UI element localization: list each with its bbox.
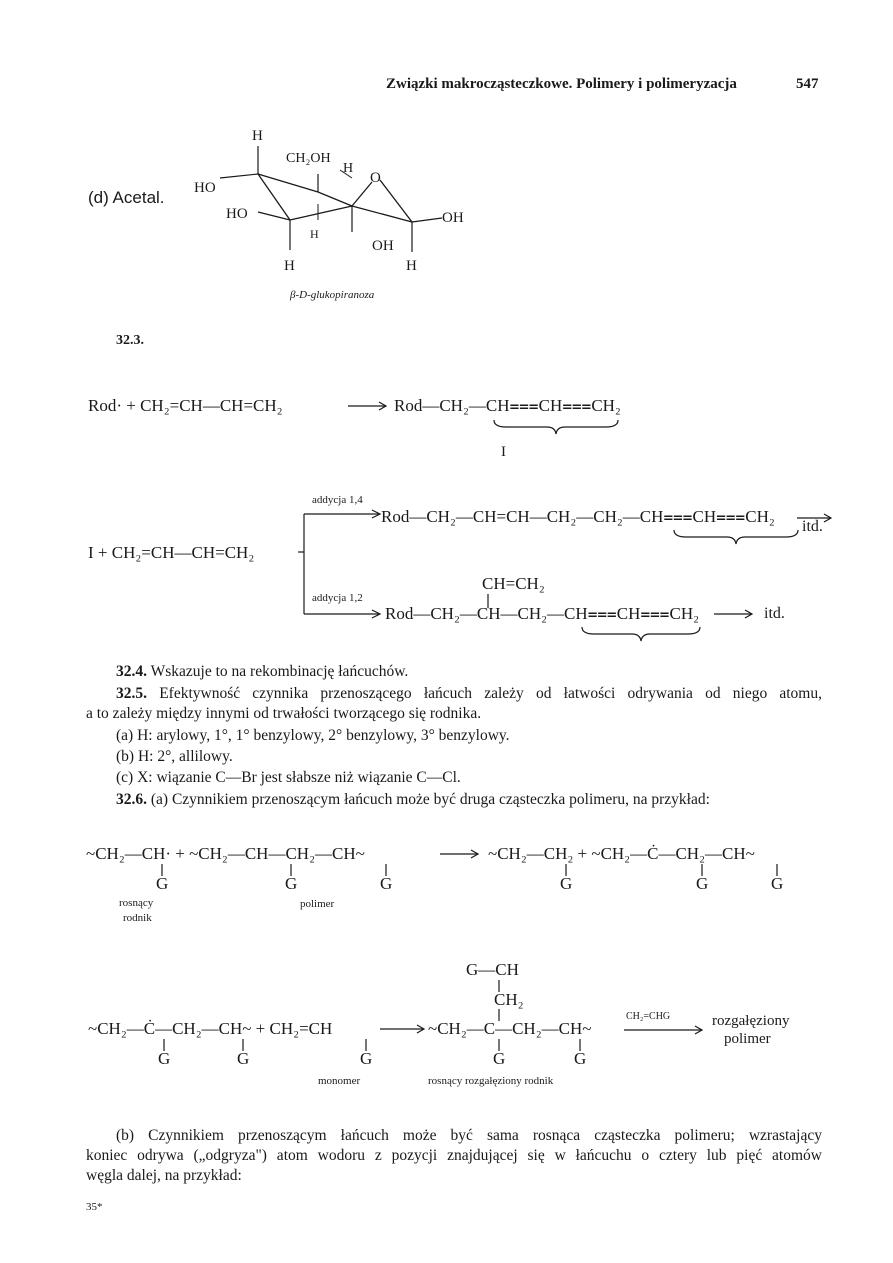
- eq1-brace: [492, 418, 622, 436]
- eq1-reactants: Rod· + CH₂=CH—CH=CH₂: [88, 396, 283, 415]
- r1-g3: G: [380, 874, 393, 893]
- r1-g1: G: [156, 874, 169, 893]
- r2-gch: G—CH: [466, 960, 519, 979]
- atom-oh-bottom: OH: [372, 238, 394, 254]
- r1-g2: G: [285, 874, 298, 893]
- r1-g5: G: [696, 874, 709, 893]
- section-32-5-a: (a) H: arylowy, 1°, 1° benzylowy, 2° benzylowy, 3° benzylowy.: [116, 727, 510, 744]
- section-32-5-line2: a to zależy między innymi od trwałości tworzącego się rodnika.: [86, 705, 482, 722]
- r1-reactants: ~CH₂—CH· + ~CH₂—CH—CH₂—CH~: [86, 844, 365, 863]
- vinyl-group: CH=CH₂: [482, 574, 545, 593]
- label-I: I: [501, 444, 506, 460]
- r2-product-line1: rozgałęziony: [712, 1013, 790, 1029]
- section-32-5-line1: [116, 684, 822, 704]
- atom-o-ring: O: [370, 170, 381, 186]
- section-32-3-number: 32.3.: [116, 333, 144, 348]
- r2-g5: G: [574, 1049, 587, 1068]
- section-32-4-text: Wskazuje to na rekombinację łańcuchów.: [150, 663, 409, 680]
- label-polimer: polimer: [300, 898, 335, 910]
- atom-h-bottom-left: H: [284, 258, 295, 274]
- section-32-6-number: 32.6.: [116, 791, 147, 808]
- r2-reactants: ~CH₂—Ċ—CH₂—CH~ + CH₂=CH: [88, 1019, 333, 1038]
- label-branched-radical: rosnący rozgałęziony rodnik: [428, 1075, 554, 1087]
- eq1-arrow: [346, 398, 390, 414]
- add12-product: Rod—CH₂—CH—CH₂—CH⩶CH⩶CH₂: [385, 604, 700, 623]
- add12-arrow: [712, 606, 758, 622]
- r1-g-bonds: [150, 862, 790, 878]
- label-rosnacy: rosnący: [119, 897, 154, 909]
- glucopyranose-structure: [180, 120, 510, 310]
- r2-product-line2: polimer: [724, 1031, 771, 1047]
- section-32-6-b-line2: koniec odrywa („odgryza") atom wodoru z pozycji znajdującej się w łańcuchu o cztery lub pięć atomów: [86, 1147, 822, 1164]
- section-32-5-number: 32.5.: [116, 685, 147, 702]
- atom-ch2oh: CH₂OH: [286, 151, 331, 166]
- r2-intermediate: ~CH₂—C—CH₂—CH~: [428, 1019, 592, 1038]
- add12-brace: [580, 625, 704, 643]
- r1-arrow: [438, 846, 484, 862]
- sheet-signature: 35*: [86, 1201, 103, 1213]
- r2-g3: G: [360, 1049, 373, 1068]
- section-32-6-b-line1: (b) Czynnikiem przenoszącym łańcuch może być sama rosnąca cząsteczka polimeru; wzrastający: [116, 1127, 822, 1144]
- label-monomer: monomer: [318, 1075, 361, 1087]
- r2-g1: G: [158, 1049, 171, 1068]
- r2-arrow1: [378, 1021, 430, 1037]
- add14-brace: [672, 528, 802, 546]
- running-title: Związki makrocząsteczkowe. Polimery i polimeryzacja: [386, 76, 737, 92]
- section-32-5-c: (c) X: wiązanie C—Br jest słabsze niż wiązanie C—Cl.: [116, 769, 461, 786]
- section-32-6-text: (a) Czynnikiem przenoszącym łańcuch może być druga cząsteczka polimeru, na przykład:: [150, 791, 710, 808]
- add14-label: addycja 1,4: [312, 494, 363, 506]
- r2-arrow2: [622, 1022, 708, 1038]
- r2-reagent: CH₂=CHG: [626, 1011, 671, 1022]
- page-number: 547: [796, 76, 819, 92]
- r2-g4: G: [493, 1049, 506, 1068]
- r1-products: ~CH₂—CH₂ + ~CH₂—Ċ—CH₂—CH~: [488, 844, 755, 863]
- atom-oh-right: OH: [442, 210, 464, 226]
- add14-itd: itd.: [802, 518, 823, 535]
- r1-g6: G: [771, 874, 784, 893]
- r1-g4: G: [560, 874, 573, 893]
- add14-product: Rod—CH₂—CH=CH—CH₂—CH₂—CH⩶CH⩶CH₂: [381, 507, 775, 526]
- acetal-label: (d) Acetal.: [88, 188, 165, 207]
- label-rodnik: rodnik: [123, 912, 152, 924]
- add12-label: addycja 1,2: [312, 592, 363, 604]
- structure-caption: β-D-glukopiranoza: [290, 289, 375, 301]
- section-32-5-text1: Efektywność czynnika przenoszącego łańcuch zależy od łatwości odrywania od niego atomu,: [159, 685, 822, 702]
- atom-h-ring: H: [343, 161, 354, 176]
- atom-h-inner: H: [310, 227, 319, 241]
- section-32-6-b-line3: węgla dalej, na przykład:: [86, 1167, 242, 1184]
- atom-h-bottom-right: H: [406, 258, 417, 274]
- r2-g2: G: [237, 1049, 250, 1068]
- branch-reactants: I + CH₂=CH—CH=CH₂: [88, 543, 255, 562]
- section-32-6-line1: [116, 790, 710, 810]
- section-32-5-b: (b) H: 2°, allilowy.: [116, 748, 233, 765]
- atom-h-top: H: [252, 128, 263, 144]
- atom-ho-left: HO: [194, 180, 216, 196]
- r2-g-bonds: [150, 1037, 600, 1053]
- eq1-product: Rod—CH₂—CH⩶CH⩶CH₂: [394, 396, 621, 415]
- section-32-4-number: 32.4.: [116, 663, 147, 680]
- r2-ch2: CH₂: [494, 990, 524, 1009]
- add12-itd: itd.: [764, 605, 785, 622]
- atom-ho-mid: HO: [226, 206, 248, 222]
- section-32-4: [116, 662, 408, 682]
